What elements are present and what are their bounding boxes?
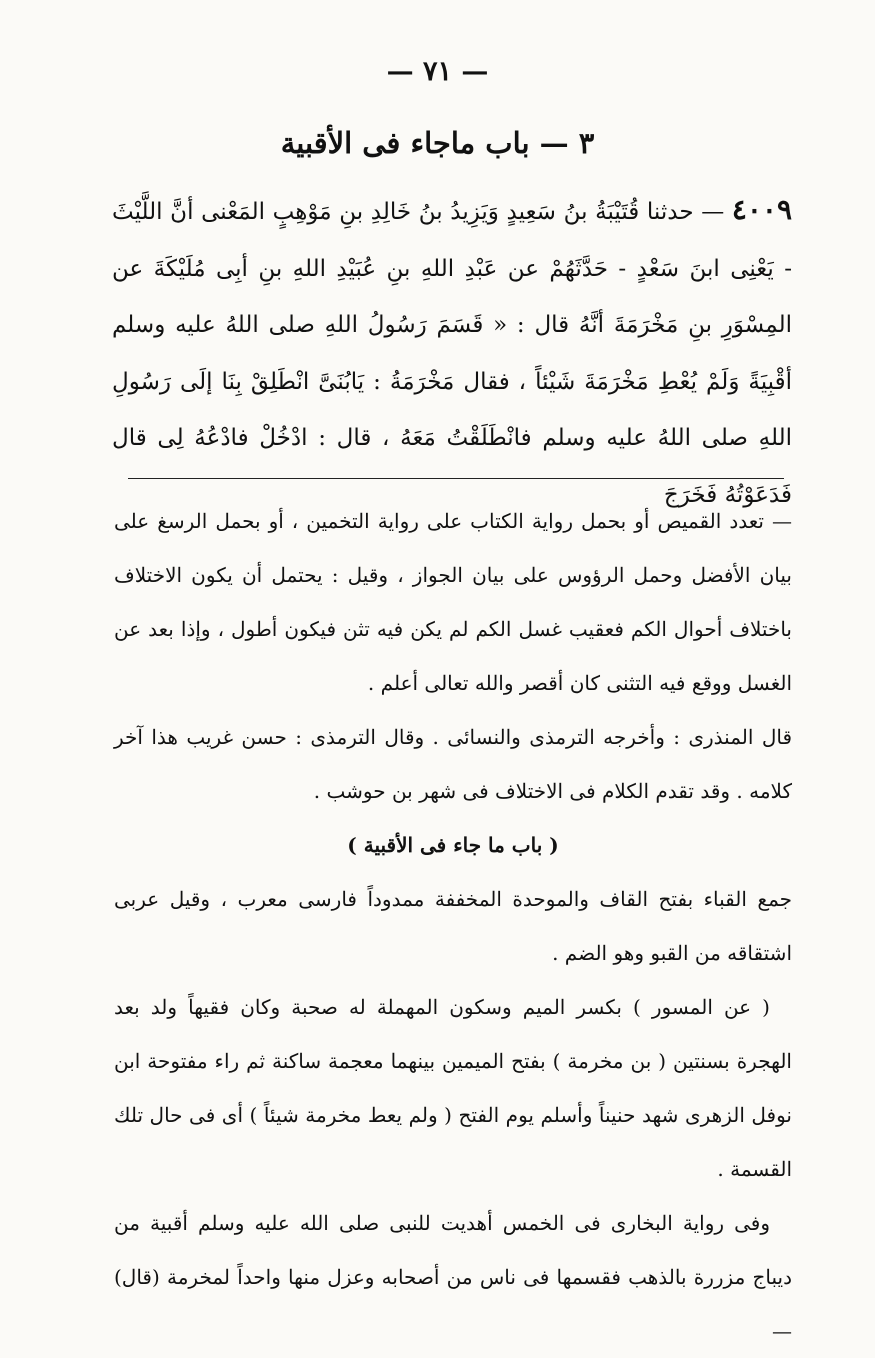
hadith-body: — حدثنا قُتَيْبَةُ بنُ سَعِيدٍ وَيَزِيدُ بنُ خَالِدِ بنِ مَوْهِبٍ المَعْنى أنَّ اللَّيْثَ - يَعْنِى ابنَ سَعْدٍ - حَدَّثَهُمْ عن عَبْدِ اللهِ بنِ عُبَيْدِ اللهِ بنِ أبِى مُلَيْكَةَ عن المِسْوَرِ بنِ مَخْرَمَةَ أنَّهُ قال : « قَسَمَ رَسُولُ اللهِ صلى اللهُ عليه وسلم أقْبِيَةً وَلَمْ يُعْطِ مَخْرَمَةَ شَيْئاً ، فقال مَخْرَمَةُ : يَابُنَىَّ انْطَلِقْ بِنَا إلَى رَسُولِ اللهِ صلى اللهُ عليه وسلم فانْطَلَقْتُ مَعَهُ ، قال : ادْخُلْ فادْعُهُ لِى قال فَدَعَوْتُهُ فَخَرَجَ bbox=[112, 199, 792, 508]
footnote-divider bbox=[128, 478, 784, 479]
commentary-paragraph: جمع القباء بفتح القاف والموحدة المخففة ممدوداً فارسى معرب ، وقيل عربى اشتقاقه من القبو وهو الضم . bbox=[114, 887, 792, 965]
commentary-paragraph: ( عن المسور ) بكسر الميم وسكون المهملة له صحبة وكان فقيهاً ولد بعد الهجرة بسنتين ( بن مخرمة ) بفتح الميمين بينهما معجمة ساكنة ثم راء مفتوحة ابن نوفل الزهرى شهد حنيناً وأسلم يوم الفتح ( ولم يعط مخرمة شيئاً ) أى فى حال تلك القسمة . bbox=[114, 995, 792, 1181]
chapter-title: ٣ — باب ماجاء فى الأقبية bbox=[280, 126, 595, 160]
hadith-number: ٤٠٠٩ bbox=[731, 193, 792, 226]
hadith-text bbox=[112, 182, 792, 523]
commentary-subheading: ( باب ما جاء فى الأقبية ) bbox=[347, 833, 559, 857]
commentary-paragraph: وفى رواية البخارى فى الخمس أهديت للنبى صلى الله عليه وسلم أقبية من ديباج مزررة بالذهب فقسمها فى ناس من أصحابه وعزل منها واحداً لمخرمة (قال) — bbox=[114, 1211, 792, 1343]
commentary bbox=[114, 494, 792, 1358]
commentary-paragraph: قال المنذرى : وأخرجه الترمذى والنسائى . وقال الترمذى : حسن غريب هذا آخر كلامه . وقد تقدم الكلام فى الاختلاف فى شهر بن حوشب . bbox=[114, 725, 793, 803]
page-number: — ٧١ — bbox=[386, 56, 489, 87]
commentary-paragraph: — تعدد القميص أو بحمل رواية الكتاب على رواية التخمين ، أو بحمل الرسغ على بيان الأفضل وحمل الرؤوس على بيان الجواز ، وقيل : يحتمل أن يكون الاختلاف باختلاف أحوال الكم فعقيب غسل الكم لم يكن فيه تثن فيكون أطول ، وإذا بعد عن الغسل ووقع فيه التثنى كان أقصر والله تعالى أعلم . bbox=[114, 509, 792, 695]
